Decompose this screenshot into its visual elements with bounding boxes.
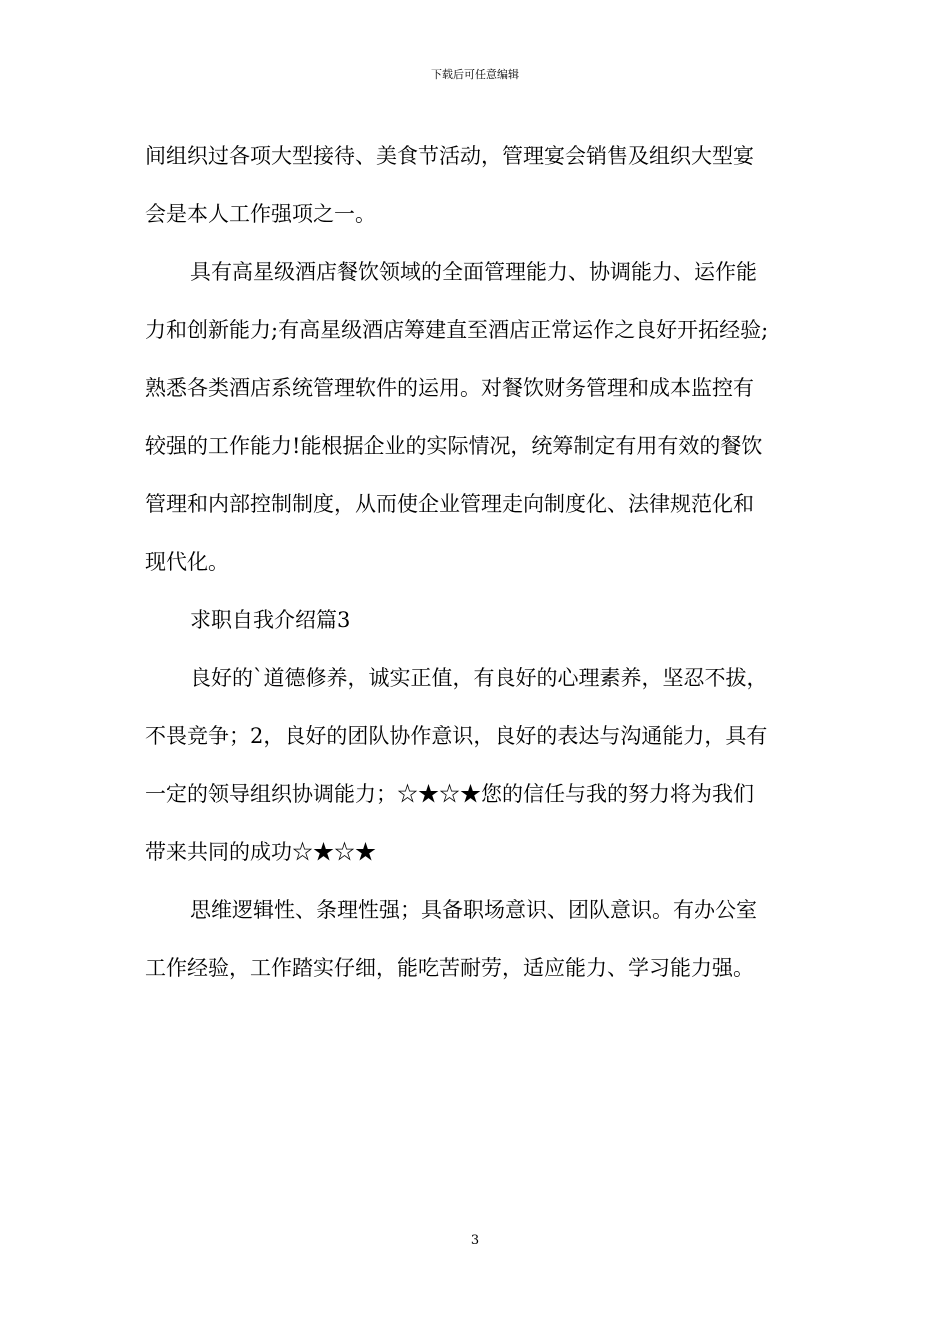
text-line: 间组织过各项大型接待、美食节活动，管理宴会销售及组织大型宴 (145, 144, 754, 168)
text-line: 较强的工作能力!能根据企业的实际情况，统筹制定有用有效的餐饮 (145, 434, 763, 458)
text-line: 一定的领导组织协调能力；☆★☆★您的信任与我的努力将为我们 (145, 782, 754, 806)
page-number: 3 (470, 1233, 480, 1248)
page-header: 下载后可任意编辑 (431, 68, 519, 81)
text-line: 熟悉各类酒店系统管理软件的运用。对餐饮财务管理和成本监控有 (145, 376, 754, 400)
text-line: 现代化。 (145, 550, 229, 574)
text-line: 带来共同的成功☆★☆★ (145, 840, 376, 864)
text-line: 管理和内部控制制度，从而使企业管理走向制度化、法律规范化和 (145, 492, 754, 516)
paragraph-start-line: 具有高星级酒店餐饮领域的全面管理能力、协调能力、运作能 (190, 260, 757, 284)
text-line: 工作经验，工作踏实仔细，能吃苦耐劳，适应能力、学习能力强。 (145, 956, 754, 980)
text-line: 会是本人工作强项之一。 (145, 202, 376, 226)
section-heading: 求职自我介绍篇3 (190, 608, 351, 632)
text-line: 不畏竞争；2，良好的团队协作意识，良好的表达与沟通能力，具有 (145, 724, 768, 748)
paragraph-start-line: 良好的`道德修养，诚实正值，有良好的心理素养，坚忍不拔， (190, 666, 768, 690)
body-text (145, 127, 825, 997)
text-line: 力和创新能力;有高星级酒店筹建直至酒店正常运作之良好开拓经验; (145, 318, 769, 342)
paragraph-start-line: 思维逻辑性、条理性强；具备职场意识、团队意识。有办公室 (190, 898, 757, 922)
